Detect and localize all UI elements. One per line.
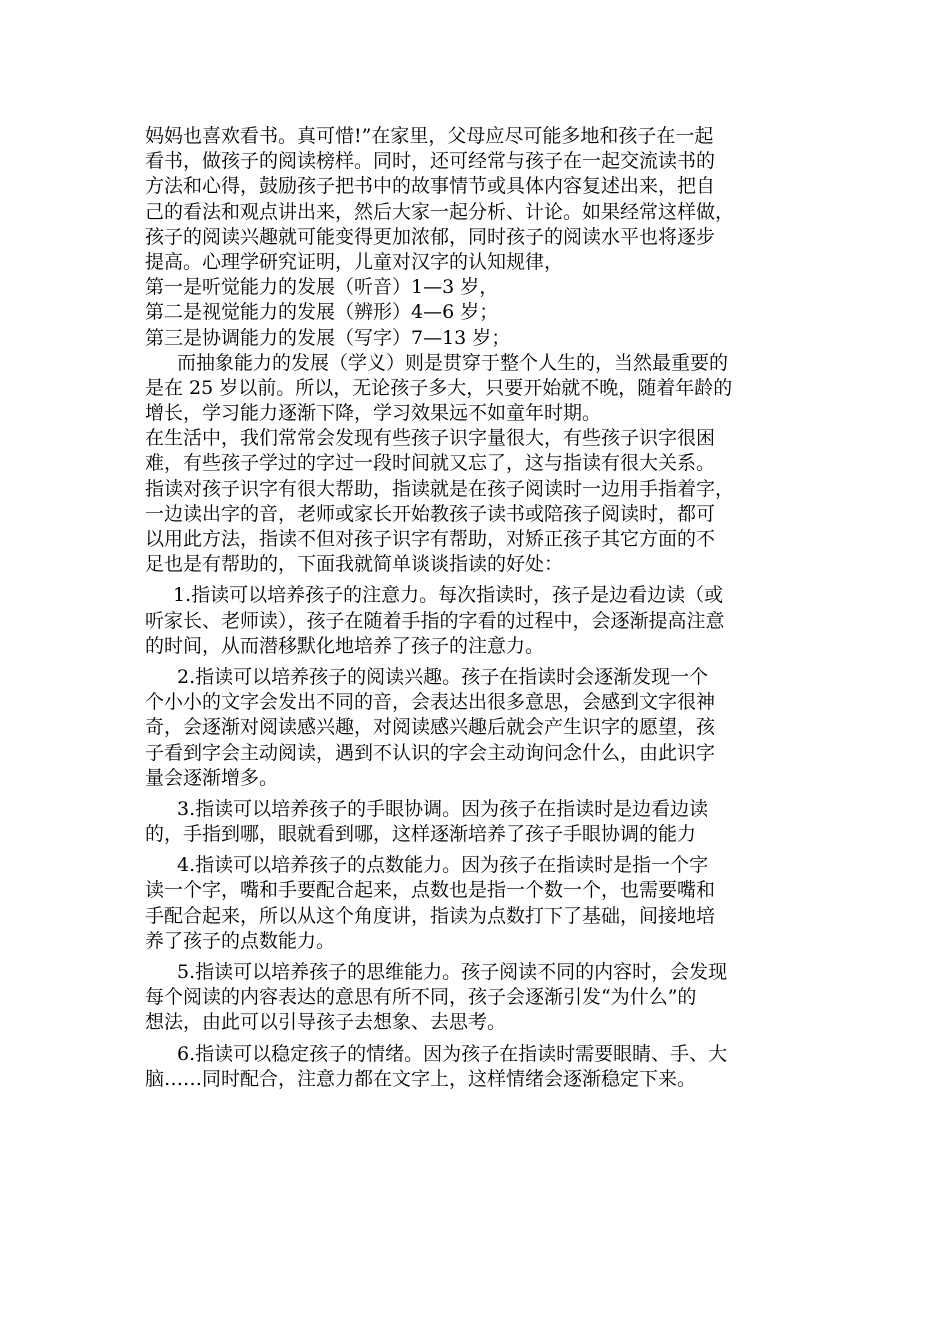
text-line: 想法，由此可以引导孩子去想象、去思考。 [145, 1011, 507, 1034]
text-line: 养了孩子的点数能力。 [145, 929, 336, 952]
text-line: 而抽象能力的发展（学义）则是贯穿于整个人生的，当然最重要的 [177, 351, 729, 374]
text-line: 提高。心理学研究证明，儿童对汉字的认知规律， [145, 250, 564, 273]
text-line: 3.指读可以培养孩子的手眼协调。因为孩子在指读时是边看边读 [177, 797, 709, 820]
document-body [145, 124, 813, 1092]
text-line: 是在 25 岁以前。所以，无论孩子多大，只要开始就不晚，随着年龄的 [145, 376, 733, 399]
text-line: 方法和心得，鼓励孩子把书中的故事情节或具体内容复述出来，把自 [145, 175, 716, 198]
text-line: 第三是协调能力的发展（写字）7—13 岁； [145, 326, 511, 349]
text-line: 个小小的文字会发出不同的音，会表达出很多意思，会感到文字很神 [145, 691, 716, 714]
text-line: 读一个字，嘴和手要配合起来，点数也是指一个数一个，也需要嘴和 [145, 879, 716, 902]
text-line: 难，有些孩子学过的字过一段时间就又忘了，这与指读有很大关系。 [145, 452, 716, 475]
text-line: 每个阅读的内容表达的意思有所不同，孩子会逐渐引发“为什么”的 [145, 986, 697, 1009]
text-line: 一边读出字的音，老师或家长开始教孩子读书或陪孩子阅读时，都可 [145, 502, 716, 525]
text-line: 量会逐渐增多。 [145, 766, 279, 789]
text-line: 5.指读可以培养孩子的思维能力。孩子阅读不同的内容时，会发现 [177, 961, 728, 983]
text-line: 在生活中，我们常常会发现有些孩子识字量很大，有些孩子识字很困 [145, 427, 716, 450]
text-line: 增长，学习能力逐渐下降，学习效果远不如童年时期。 [145, 402, 602, 425]
text-line: 听家长、老师读），孩子在随着手指的字看的过程中，会逐渐提高注意 [145, 609, 725, 632]
text-line: 妈妈也喜欢看书。真可惜!”在家里，父母应尽可能多地和孩子在一起 [145, 125, 714, 147]
text-line: 脑……同时配合，注意力都在文字上，这样情绪会逐渐稳定下来。 [145, 1067, 697, 1090]
text-line: 子看到字会主动阅读，遇到不认识的字会主动询问念什么，由此识字 [145, 741, 716, 764]
text-line: 的时间，从而潜移默化地培养了孩子的注意力。 [145, 634, 545, 657]
text-line: 指读对孩子识字有很大帮助，指读就是在孩子阅读时一边用手指着字， [145, 477, 735, 500]
text-line: 孩子的阅读兴趣就可能变得更加浓郁，同时孩子的阅读水平也将逐步 [145, 225, 716, 248]
text-line: 手配合起来，所以从这个角度讲，指读为点数打下了基础，间接地培 [145, 904, 716, 927]
text-line: 己的看法和观点讲出来，然后大家一起分析、计论。如果经常这样做， [145, 200, 735, 223]
text-line: 6.指读可以稳定孩子的情绪。因为孩子在指读时需要眼睛、手、大 [177, 1042, 728, 1065]
text-line: 2.指读可以培养孩子的阅读兴趣。孩子在指读时会逐渐发现一个 [177, 665, 709, 688]
text-line: 的，手指到哪，眼就看到哪，这样逐渐培养了孩子手眼协调的能力 [145, 823, 697, 846]
text-line: 4.指读可以培养孩子的点数能力。因为孩子在指读时是指一个字 [177, 854, 709, 877]
text-line: 以用此方法，指读不但对孩子识字有帮助，对矫正孩子其它方面的不 [145, 528, 716, 550]
text-line: 第二是视觉能力的发展（辨形）4—6 岁； [145, 301, 499, 324]
text-line: 奇，会逐渐对阅读感兴趣，对阅读感兴趣后就会产生识字的愿望，孩 [145, 716, 716, 739]
text-line: 1.指读可以培养孩子的注意力。每次指读时，孩子是边看边读（或 [173, 584, 724, 607]
text-line: 第一是听觉能力的发展（听音）1—3 岁， [145, 276, 499, 299]
text-line: 看书，做孩子的阅读榜样。同时，还可经常与孩子在一起交流读书的 [145, 150, 716, 173]
text-line: 足也是有帮助的，下面我就简单谈谈指读的好处： [145, 553, 564, 576]
